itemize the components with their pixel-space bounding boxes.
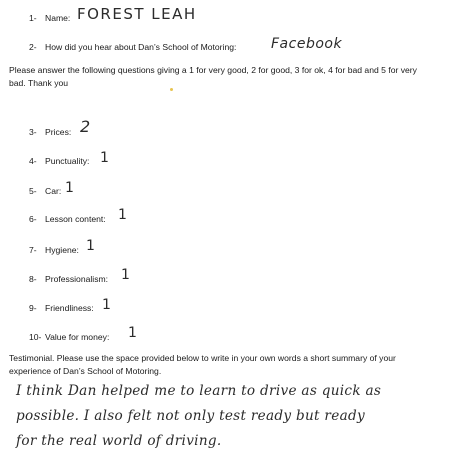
q7-rating-answer: 1 (86, 238, 95, 254)
q7-label: Hygiene: (45, 245, 79, 255)
q8-label: Professionalism: (45, 274, 109, 284)
q5-label: Car: (45, 186, 62, 196)
testimonial-handwritten-line: possible. I also felt not only test ready but ready (16, 408, 365, 424)
instructions-line: bad. Thank you (9, 78, 69, 88)
q1-number: 1- (29, 13, 37, 23)
q9-rating-answer: 1 (102, 297, 111, 313)
q1-label: Name: (45, 13, 71, 23)
q2-number: 2- (29, 42, 37, 52)
q1-name-answer: FOREST LEAH (77, 5, 197, 23)
q3-label: Prices: (45, 127, 72, 137)
q10-rating-answer: 1 (128, 325, 137, 341)
stray-ink-dot (170, 88, 173, 91)
q5-number: 5- (29, 186, 37, 196)
testimonial-prompt-line: experience of Dan’s School of Motoring. (9, 366, 162, 376)
q4-number: 4- (29, 156, 37, 166)
q6-label: Lesson content: (45, 214, 106, 224)
q6-number: 6- (29, 214, 37, 224)
q8-number: 8- (29, 274, 37, 284)
q6-rating-answer: 1 (118, 207, 127, 223)
q8-rating-answer: 1 (121, 267, 130, 283)
q9-label: Friendliness: (45, 303, 94, 313)
q4-rating-answer: 1 (100, 150, 109, 166)
testimonial-prompt-line: Testimonial. Please use the space provided below to write in your own words a short summary of your (9, 353, 396, 363)
q7-number: 7- (29, 245, 37, 255)
q10-label: Value for money: (45, 332, 110, 342)
q9-number: 9- (29, 303, 37, 313)
q10-number: 10- (29, 332, 42, 342)
q4-label: Punctuality: (45, 156, 90, 166)
q2-label: How did you hear about Dan’s School of Motoring: (45, 42, 237, 52)
instructions-paragraph (9, 64, 449, 90)
testimonial-handwritten-line: for the real world of driving. (16, 433, 222, 449)
q3-number: 3- (29, 127, 37, 137)
testimonial-prompt (9, 352, 449, 378)
q3-rating-answer: 2 (80, 117, 91, 136)
instructions-line: Please answer the following questions giving a 1 for very good, 2 for good, 3 for ok, 4 for bad and 5 for very (9, 65, 417, 75)
q2-source-answer: Facebook (271, 36, 343, 52)
q5-rating-answer: 1 (65, 180, 74, 196)
testimonial-handwritten-line: I think Dan helped me to learn to drive as quick as (16, 383, 382, 399)
